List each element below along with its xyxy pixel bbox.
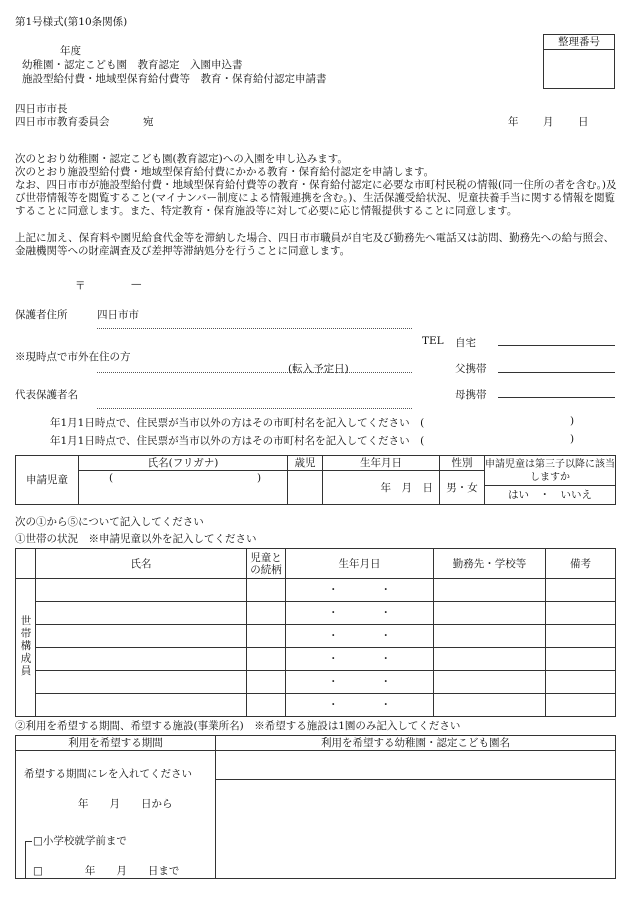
facility-name-header: 利用を希望する幼稚園・認定こども園名 — [216, 736, 616, 751]
outside-resident-note: ※現時点で市外在住の方 — [15, 351, 131, 363]
member-name-cell[interactable] — [36, 648, 247, 671]
facility-from-date[interactable]: 年 月 日から — [78, 798, 173, 810]
member-birth-dot: ・ — [328, 607, 339, 619]
facility-period-header: 利用を希望する期間 — [16, 736, 216, 751]
member-birth-dot: ・ — [380, 653, 391, 665]
fiscal-year-label: 年度 — [60, 45, 81, 57]
residence-note-2-close: ) — [570, 433, 575, 445]
member-birth-dot: ・ — [328, 699, 339, 711]
member-name-cell[interactable] — [36, 579, 247, 602]
household-note-header: 備考 — [546, 549, 616, 579]
addressee-mayor: 四日市市長 — [15, 103, 68, 115]
facility-period-cell — [16, 751, 216, 879]
reference-number-box — [543, 34, 615, 89]
member-note-cell[interactable] — [546, 625, 616, 648]
member-work-cell[interactable] — [434, 648, 546, 671]
tel-home-line[interactable] — [498, 345, 615, 346]
option-until-elementary[interactable]: □小学校就学前まで — [33, 835, 127, 847]
member-note-cell[interactable] — [546, 579, 616, 602]
household-side-label: 世帯構成員 — [19, 614, 32, 678]
household-name-header: 氏名 — [36, 549, 247, 579]
father-mobile-label: 父携帯 — [455, 363, 487, 375]
father-mobile-line[interactable] — [498, 372, 615, 373]
date-month-label: 月 — [543, 116, 554, 128]
member-note-cell[interactable] — [546, 694, 616, 717]
postal-mark: 〒 — [75, 280, 86, 292]
member-birth-cell[interactable] — [286, 625, 434, 648]
furigana-open-paren: ( — [109, 472, 114, 484]
applicant-gender-header: 性別 — [440, 456, 485, 471]
member-birth-dot: ・ — [328, 630, 339, 642]
residence-note-1-close: ) — [570, 415, 575, 427]
household-work-header: 勤務先・学校等 — [434, 549, 546, 579]
outside-address-line[interactable] — [97, 372, 412, 373]
applicant-birth-cell[interactable]: 年 月 日 — [323, 471, 440, 505]
applicant-age-cell[interactable] — [288, 471, 323, 505]
tel-home-label: 自宅 — [455, 337, 476, 349]
representative-name-line[interactable] — [97, 408, 412, 409]
member-note-cell[interactable] — [546, 602, 616, 625]
move-in-date-label: (転入予定日) — [288, 363, 349, 375]
facility-table — [15, 735, 616, 879]
guardian-address-label: 保護者住所 — [15, 309, 68, 321]
facility-heading: ②利用を希望する期間、希望する施設(事業所名) ※希望する施設は1園のみ記入してください — [15, 720, 461, 732]
mother-mobile-label: 母携帯 — [455, 389, 487, 401]
facility-name-cell[interactable] — [216, 751, 616, 879]
member-relation-cell[interactable] — [247, 579, 286, 602]
facility-name-rule — [216, 779, 615, 780]
applicant-row-label: 申請児童 — [16, 456, 79, 505]
guardian-address-line[interactable] — [97, 328, 412, 329]
reference-number-label: 整理番号 — [544, 35, 614, 50]
member-birth-dot: ・ — [328, 676, 339, 688]
applicant-name-header: 氏名(フリガナ) — [79, 456, 288, 471]
reference-number-field[interactable] — [544, 50, 614, 88]
applicant-birth-header: 生年月日 — [323, 456, 440, 471]
applicant-table — [15, 455, 616, 505]
member-work-cell[interactable] — [434, 625, 546, 648]
statement-paragraph-3: なお、四日市市が施設型給付費・地域型保育給付費等の教育・保育給付認定に必要な市町村民税の情報(同一住所の者を含む。)及び世帯情報等を閲覧すること(マイナンバー制度による情報連携を含む。)、生活保護受給状況、児童扶養手当に関する情報を閲覧することに同意します。また、特定教育・保育施設等に対して必要に応じ情報提供することに同意します。 — [15, 179, 617, 217]
statement-paragraph-2: 次のとおり施設型給付費・地域型保育給付費にかかる教育・保育給付認定を申請します。 — [15, 166, 435, 178]
member-relation-cell[interactable] — [247, 694, 286, 717]
household-side-label-cell — [16, 579, 36, 717]
member-birth-dot: ・ — [328, 653, 339, 665]
member-birth-dot: ・ — [380, 630, 391, 642]
date-day-label: 日 — [578, 116, 589, 128]
tel-label: TEL — [422, 335, 444, 347]
option-bracket — [25, 841, 32, 879]
addressee-board: 四日市市教育委員会 — [15, 116, 110, 128]
date-year-label: 年 — [508, 116, 519, 128]
member-work-cell[interactable] — [434, 579, 546, 602]
member-birth-dot: ・ — [380, 699, 391, 711]
instructions: 次の①から⑤について記入してください — [15, 516, 204, 528]
member-birth-cell[interactable] — [286, 579, 434, 602]
representative-guardian-label: 代表保護者名 — [15, 389, 78, 401]
member-birth-cell[interactable] — [286, 694, 434, 717]
mother-mobile-line[interactable] — [498, 397, 615, 398]
member-birth-cell[interactable] — [286, 602, 434, 625]
form-title-line2: 施設型給付費・地域型保育給付費等 教育・保育給付認定申請書 — [22, 73, 327, 85]
statement-paragraph-1: 次のとおり幼稚園・認定こども園(教育認定)への入園を申し込みます。 — [15, 153, 348, 165]
form-number: 第1号様式(第10条関係) — [15, 16, 128, 28]
household-birth-header: 生年月日 — [286, 549, 434, 579]
member-work-cell[interactable] — [434, 671, 546, 694]
member-name-cell[interactable] — [36, 694, 247, 717]
member-name-cell[interactable] — [36, 671, 247, 694]
member-name-cell[interactable] — [36, 602, 247, 625]
member-birth-dot: ・ — [380, 676, 391, 688]
option-until-date[interactable]: □ 年 月 日まで — [33, 865, 180, 877]
guardian-address-value: 四日市市 — [97, 309, 139, 321]
member-relation-cell[interactable] — [247, 648, 286, 671]
member-birth-cell[interactable] — [286, 671, 434, 694]
member-name-cell[interactable] — [36, 625, 247, 648]
addressee-honorific: 宛 — [143, 116, 154, 128]
member-relation-cell[interactable] — [247, 625, 286, 648]
applicant-name-cell[interactable] — [79, 471, 288, 505]
third-child-answer[interactable]: はい ・ いいえ — [485, 486, 616, 505]
member-relation-cell[interactable] — [247, 602, 286, 625]
form-title-line1: 幼稚園・認定こども園 教育認定 入園申込書 — [22, 59, 243, 71]
residence-note-2: 年1月1日時点で、住民票が当市以外の方はその市町村名を記入してください ( — [50, 435, 425, 447]
member-work-cell[interactable] — [434, 694, 546, 717]
household-heading: ①世帯の状況 ※申請児童以外を記入してください — [15, 533, 257, 545]
third-child-question: 申請児童は第三子以降に該当しますか — [485, 456, 616, 486]
postal-dash: — — [131, 278, 142, 290]
household-table — [15, 548, 616, 717]
member-work-cell[interactable] — [434, 602, 546, 625]
statement-paragraph-4: 上記に加え、保育料や園児給食代金等を滞納した場合、四日市市職員が自宅及び勤務先へ電話又は訪問、勤務先への給与照会、金融機関等への財産調査及び差押等滞納処分を行うことに同意します。 — [15, 232, 615, 257]
applicant-gender-cell[interactable]: 男・女 — [440, 471, 485, 505]
member-birth-cell[interactable] — [286, 648, 434, 671]
household-relation-header: 児童との続柄 — [247, 549, 286, 579]
member-birth-dot: ・ — [328, 584, 339, 596]
facility-check-note: 希望する期間にレを入れてください — [24, 768, 192, 780]
member-birth-dot: ・ — [380, 607, 391, 619]
household-corner-cell — [16, 549, 36, 579]
applicant-age-header: 歳児 — [288, 456, 323, 471]
member-birth-dot: ・ — [380, 584, 391, 596]
furigana-close-paren: ) — [257, 472, 262, 484]
member-note-cell[interactable] — [546, 671, 616, 694]
member-note-cell[interactable] — [546, 648, 616, 671]
residence-note-1: 年1月1日時点で、住民票が当市以外の方はその市町村名を記入してください ( — [50, 417, 425, 429]
member-relation-cell[interactable] — [247, 671, 286, 694]
